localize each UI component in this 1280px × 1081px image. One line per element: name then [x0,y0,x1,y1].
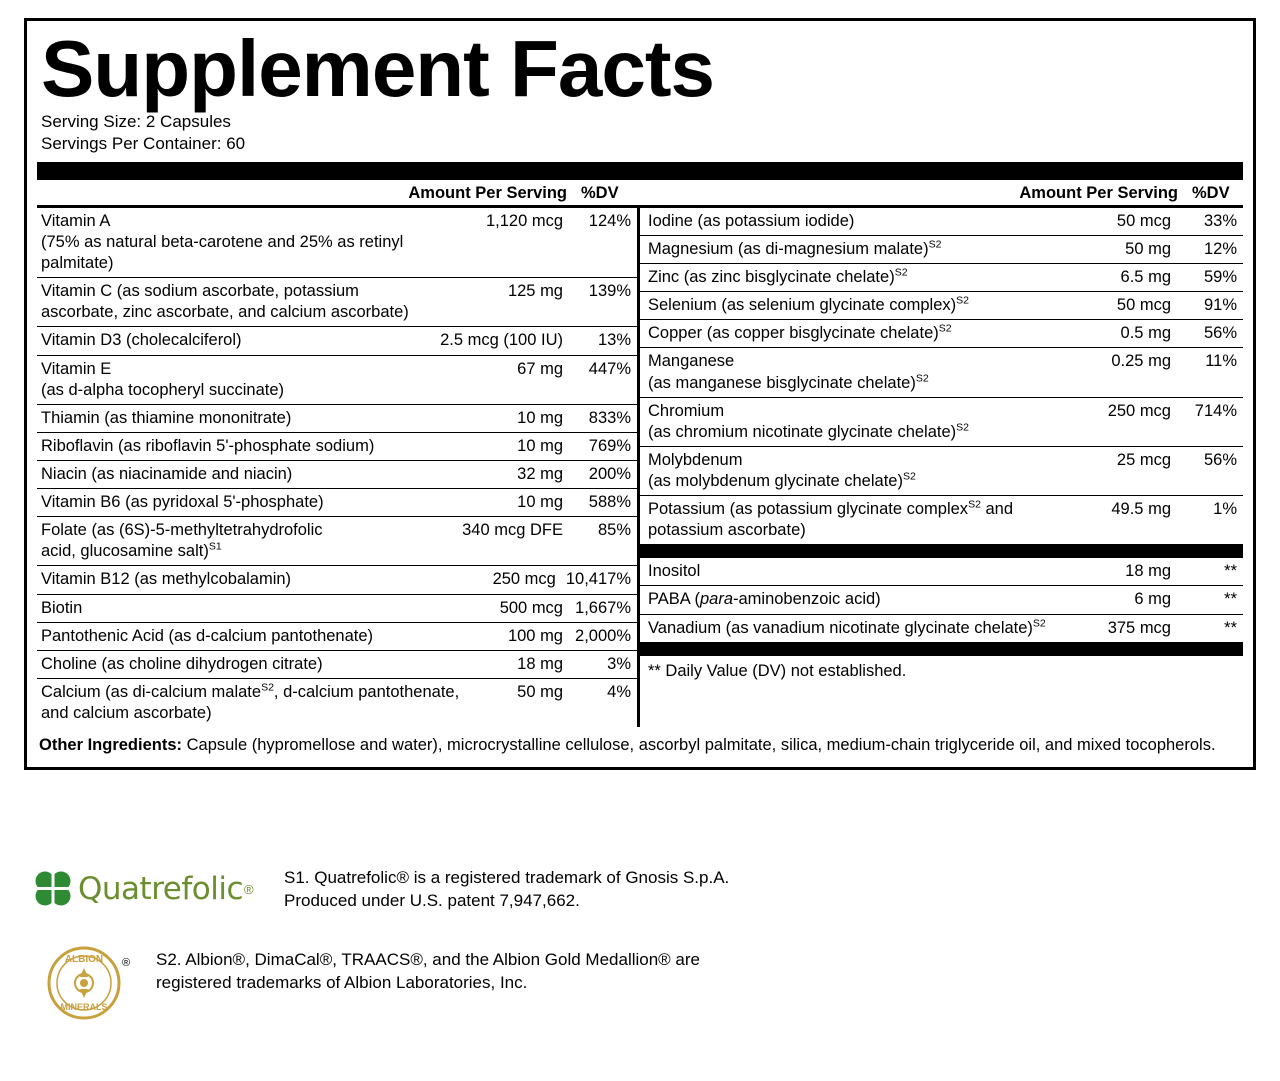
nutrient-dv: 59% [1203,268,1237,287]
nutrient-name: PABA (para-aminobenzoic acid) [648,590,881,609]
serving-size: Serving Size: 2 Capsules [41,112,231,131]
nutrient-dv: 1,667% [575,598,631,617]
nutrient-dv: 139% [588,282,631,301]
nutrient-amount: 18 mg [517,654,563,673]
nutrient-dv: 769% [588,436,631,455]
quatrefolic-footnote-text [284,862,729,913]
table-row [37,489,637,517]
nutrient-name: Selenium (as selenium glycinate complex)$^{S2}$ [648,294,969,315]
nutrient-amount: 0.5 mg [1120,324,1171,343]
nutrient-dv: 124% [588,211,631,230]
nutrient-name: Thiamin (as thiamine mononitrate) [41,408,292,427]
table-row [640,348,1243,397]
daily-value-note: ** Daily Value (DV) not established. [648,661,907,680]
left-amount-header: Amount Per Serving [408,183,567,202]
column-headers [37,180,1243,208]
nutrient-dv: 12% [1203,239,1237,258]
nutrient-name: Vitamin B12 (as methylcobalamin) [41,570,292,589]
nutrient-name: Manganese (as manganese bisglycinate chelate)$^{S2}$ [648,352,929,392]
nutrient-name: Choline (as choline dihydrogen citrate) [41,654,323,673]
nutrient-name: Chromium (as chromium nicotinate glycinate chelate)$^{S2}$ [648,401,969,441]
albion-footnote-line1: S2. Albion®, DimaCal®, TRAACS®, and the Albion Gold Medallion® are [156,950,700,969]
table-row [640,208,1243,236]
nutrient-amount: 6.5 mg [1120,268,1171,287]
table-row [37,208,637,278]
svg-text:ALBION: ALBION [64,954,104,965]
quatrefolic-footnote-line2: Produced under U.S. patent 7,947,662. [284,891,580,911]
right-divider-bar-1 [640,544,1243,558]
right-nutrient-column [640,208,1243,727]
other-ingredients [27,727,1253,767]
left-column-header [37,180,640,203]
clover-icon [32,869,74,909]
other-ingredients-label: Other Ingredients: [39,736,183,755]
quatrefolic-registered-mark: ® [244,881,254,897]
nutrient-amount: 1,120 mcg [485,211,563,230]
nutrient-name: Vanadium (as vanadium nicotinate glycinate chelate)$^{S2}$ [648,617,1046,637]
nutrient-dv: 13% [597,331,631,350]
servings-per-container: Servings Per Container: 60 [41,134,246,154]
nutrient-amount: 2.5 mcg (100 IU) [440,331,563,350]
nutrient-amount: 250 mcg [492,570,556,589]
nutrient-dv: ** [1224,590,1237,609]
nutrient-name: Vitamin D3 (cholecalciferol) [41,331,242,350]
nutrient-name: Iodine (as potassium iodide) [648,211,855,230]
nutrient-dv: 1% [1213,500,1237,519]
table-row [37,623,637,651]
table-row [640,558,1243,586]
nutrient-dv: 4% [607,682,631,701]
supplement-facts-panel [24,18,1256,770]
table-row [37,517,637,566]
right-column-header [640,180,1243,203]
table-row [37,327,637,355]
left-nutrient-column [37,208,640,727]
nutrient-amount: 340 mcg DFE [462,521,563,540]
nutrient-amount: 49.5 mg [1111,500,1171,519]
nutrient-amount: 250 mcg [1107,401,1171,420]
nutrient-amount: 10 mg [517,493,563,512]
nutrient-dv: ** [1224,618,1237,637]
nutrient-name: Pantothenic Acid (as d-calcium pantothenate) [41,626,374,645]
table-row [37,651,637,679]
nutrient-dv: 33% [1203,211,1237,230]
right-dv-header: %DV [1192,183,1230,202]
table-row [37,461,637,489]
table-row [37,566,637,594]
table-row [640,236,1243,264]
nutrient-name: Zinc (as zinc bisglycinate chelate)$^{S2}$ [648,266,908,287]
nutrient-dv: 56% [1203,324,1237,343]
nutrient-name: Molybdenum (as molybdenum glycinate chelate)$^{S2}$ [648,450,916,490]
table-row [640,320,1243,348]
nutrient-dv: 10,417% [565,570,631,589]
nutrient-dv: 91% [1203,296,1237,315]
footnote-albion [24,944,1256,1022]
nutrient-amount: 50 mg [1125,239,1171,258]
nutrient-dv: 56% [1203,450,1237,469]
nutrient-name: Inositol [648,562,701,581]
nutrient-name: Vitamin E (as d-alpha tocopheryl succinate) [41,359,285,399]
table-row [37,679,637,727]
quatrefolic-logo [24,862,284,916]
quatrefolic-wordmark: Quatrefolic [78,871,243,907]
nutrient-name: Riboflavin (as riboflavin 5'-phosphate sodium) [41,436,375,455]
nutrient-name: Niacin (as niacinamide and niacin) [41,464,293,483]
quatrefolic-footnote-line1: S1. Quatrefolic® is a registered trademark of Gnosis S.p.A. [284,868,730,887]
page-title: Supplement Facts [41,24,715,113]
table-row [37,595,637,623]
left-dv-header: %DV [581,183,619,202]
nutrient-dv: 588% [588,493,631,512]
other-ingredients-text: Capsule (hypromellose and water), microcrystalline cellulose, ascorbyl palmitate, silica, medium-chain triglyceride oil, and mixed tocopherols. [182,736,1216,755]
footnote-quatrefolic [24,862,1256,916]
table-row [640,398,1243,447]
nutrient-amount: 500 mcg [499,598,563,617]
albion-minerals-logo [24,944,156,1022]
nutrient-dv: 2,000% [575,626,631,645]
serving-info [27,111,1253,160]
nutrient-amount: 50 mcg [1116,296,1171,315]
table-row [640,496,1243,544]
nutrient-amount: 67 mg [517,359,563,378]
table-row [640,586,1243,614]
nutrient-dv: 200% [588,464,631,483]
nutrient-amount: 125 mg [507,282,563,301]
nutrient-name: Potassium (as potassium glycinate complex$^{S2}$ and potassium ascorbate) [648,498,1014,540]
nutrient-dv: 11% [1205,352,1237,371]
right-nutrient-group-a [640,208,1243,544]
nutrient-amount: 6 mg [1134,590,1171,609]
nutrient-name: Vitamin B6 (as pyridoxal 5'-phosphate) [41,493,324,512]
nutrient-name: Copper (as copper bisglycinate chelate)$^{S2}$ [648,322,952,343]
nutrient-amount: 100 mg [507,626,563,645]
albion-footnote-line2: registered trademarks of Albion Laboratories, Inc. [156,973,528,993]
footnotes [24,862,1256,1050]
table-row [37,278,637,327]
right-divider-bar-2 [640,642,1243,656]
nutrient-dv: 3% [607,654,631,673]
nutrient-amount: 10 mg [517,436,563,455]
nutrient-name: Vitamin C (as sodium ascorbate, potassium ascorbate, zinc ascorbate, and calcium ascorbate) [41,282,409,322]
nutrient-dv: 833% [588,408,631,427]
nutrient-dv: 714% [1194,401,1237,420]
nutrient-amount: 32 mg [517,464,563,483]
right-amount-header: Amount Per Serving [1019,183,1178,202]
nutrient-amount: 18 mg [1125,562,1171,581]
nutrient-name: Biotin [41,598,83,617]
nutrient-dv: ** [1224,562,1237,581]
nutrient-name: Folate (as (6S)-5-methyltetrahydrofolic acid, glucosamine salt)$^{S1}$ [41,521,323,561]
nutrient-amount: 50 mg [517,682,563,701]
nutrient-amount: 0.25 mg [1111,352,1171,371]
table-row [640,292,1243,320]
nutrient-dv: 85% [597,521,631,540]
nutrient-name: Calcium (as di-calcium malate$^{S2}$, d-calcium pantothenate, and calcium ascorbate) [41,681,460,722]
table-row [37,405,637,433]
table-row [640,615,1243,642]
right-nutrient-group-b [640,558,1243,641]
nutrient-amount: 25 mcg [1116,450,1171,469]
nutrient-amount: 375 mcg [1107,618,1171,637]
header-black-bar [37,162,1243,180]
nutrient-amount: 50 mcg [1116,211,1171,230]
albion-footnote-text [156,944,700,995]
table-row [37,356,637,405]
table-row [37,433,637,461]
nutrient-name: Vitamin A (75% as natural beta-carotene and 25% as retinyl palmitate) [41,211,404,273]
svg-text:®: ® [121,957,131,969]
nutrient-amount: 10 mg [517,408,563,427]
nutrient-name: Magnesium (as di-magnesium malate)$^{S2}$ [648,238,942,258]
nutrient-columns [37,208,1243,727]
svg-text:MINERALS: MINERALS [60,1002,108,1012]
nutrient-dv: 447% [588,359,631,378]
table-row [640,447,1243,496]
table-row [640,264,1243,292]
